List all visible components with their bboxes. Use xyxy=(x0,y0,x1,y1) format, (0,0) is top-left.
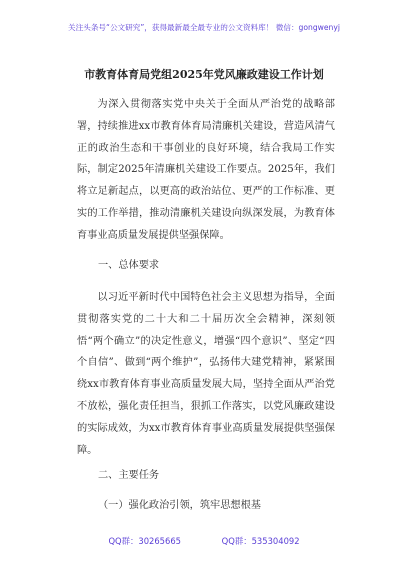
document-title: 市教育体育局党组2025年党风廉政建设工作计划 xyxy=(84,68,324,81)
overall-requirements-paragraph: 以习近平新时代中国特色社会主义思想为指导，全面贯彻落实党的二十大和二十届历次全会精神，深刻领悟“两个确立”的决定性意义，增强“四个意识”、坚定“四个自信”、做到“两个维护”，弘扬伟大建党精神，紧紧围绕xx市教育体育事业高质量发展大局，坚持全面从严治党不放松，强化责任担当，狠抓工作落实，以党风廉政建设的实际成效，为xx市教育体育事业高质量发展提供坚强保障。 xyxy=(77,292,335,456)
section-heading-main-tasks: 二、主要任务 xyxy=(98,470,160,481)
footer-qq-group-1: QQ群：30265665 xyxy=(108,536,181,546)
subsection-heading-political-guidance: （一）强化政治引领，筑牢思想根基 xyxy=(98,500,261,511)
section-heading-overall-requirements: 一、总体要求 xyxy=(98,260,160,271)
footer-contact xyxy=(0,535,408,547)
top-banner: 关注头条号“公文研究”，获得最新最全最专业的公文资料库！ 微信：gongwenyj xyxy=(68,23,340,32)
intro-paragraph: 为深入贯彻落实党中央关于全面从严治党的战略部署，持续推进xx市教育体育局清廉机关建设，营造风清气正的政治生态和干事创业的良好环境，结合我局工作实际，制定2025年清廉机关建设工作要点。2025年，我们将立足新起点，以更高的政治站位、更严的工作标准、更实的工作举措，推动清廉机关建设向纵深发展，为教育体育事业高质量发展提供坚强保障。 xyxy=(77,99,335,241)
footer-qq-group-2: QQ群：535304092 xyxy=(221,536,300,546)
